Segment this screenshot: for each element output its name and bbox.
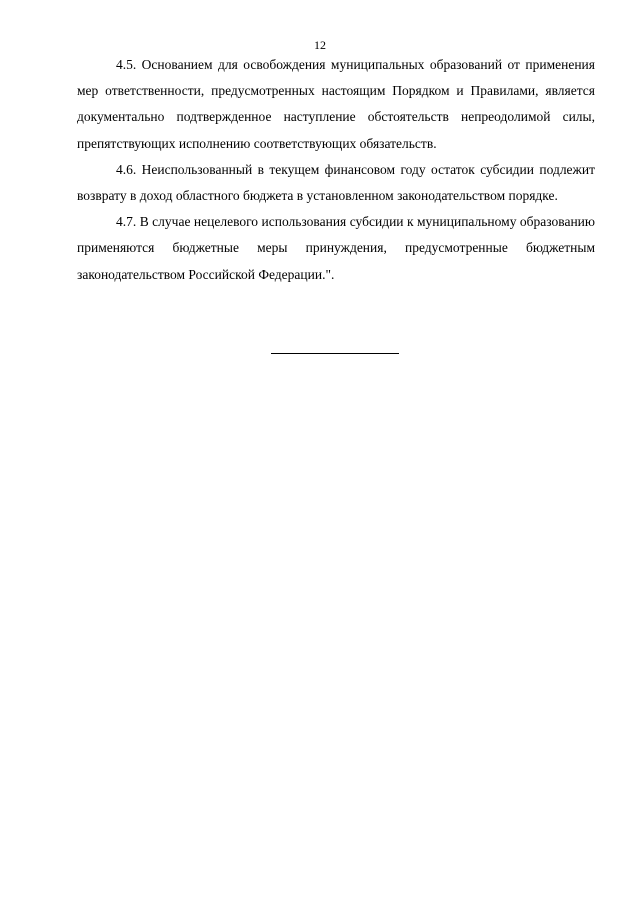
document-body bbox=[77, 52, 595, 288]
page-number: 12 bbox=[314, 38, 326, 52]
paragraph-4-5: 4.5. Основанием для освобождения муниципальных образований от применения мер ответственности, предусмотренных настоящим Порядком и Правилами, является документально подтвержденное наступление обстоятельств непреодолимой силы, препятствующих исполнению соответствующих обязательств. bbox=[77, 57, 595, 151]
paragraph-4-6: 4.6. Неиспользованный в текущем финансовом году остаток субсидии подлежит возврату в доход областного бюджета в установленном законодательством порядке. bbox=[77, 161, 595, 204]
end-of-document-rule bbox=[271, 353, 399, 354]
paragraph-4-7: 4.7. В случае нецелевого использования субсидии к муниципальному образованию применяются бюджетные меры принуждения, предусмотренные бюджетным законодательством Российской Федерации.". bbox=[77, 214, 595, 282]
